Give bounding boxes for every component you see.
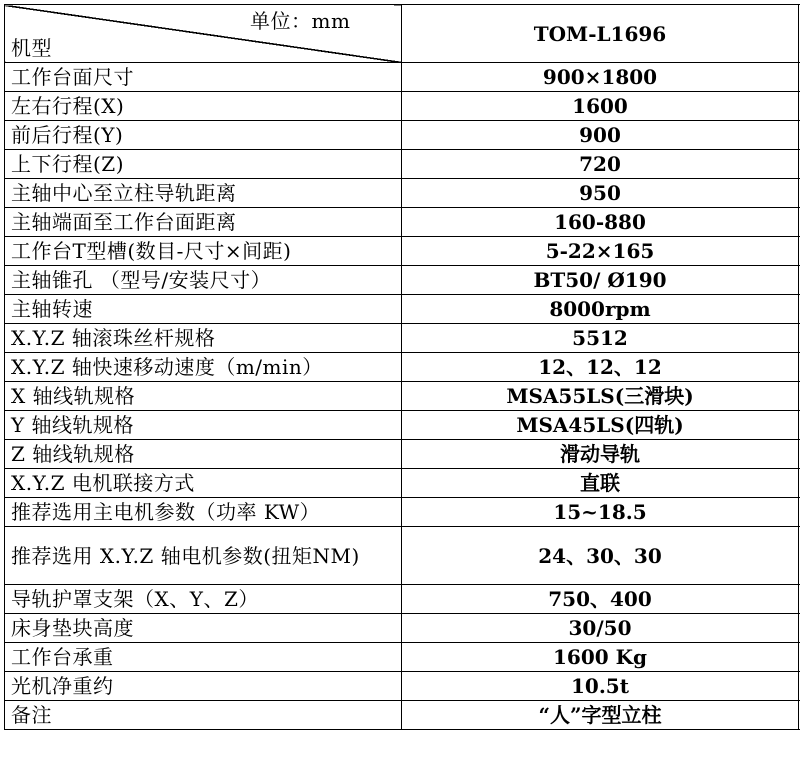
- row-label: 工作台承重: [5, 643, 402, 672]
- row-label: 工作台面尺寸: [5, 63, 402, 92]
- row-label: 左右行程(X): [5, 92, 402, 121]
- row-value: 160-880: [402, 208, 799, 237]
- row-value: 滑动导轨: [402, 440, 799, 469]
- row-value: 5512: [402, 324, 799, 353]
- row-label: X.Y.Z 轴快速移动速度（m/min）: [5, 353, 402, 382]
- row-label: Y 轴线轨规格: [5, 411, 402, 440]
- row-value: 900: [402, 121, 799, 150]
- table-row: [5, 469, 800, 498]
- row-value: 900×1800: [402, 63, 799, 92]
- row-label: 备注: [5, 701, 402, 730]
- row-label: Z 轴线轨规格: [5, 440, 402, 469]
- table-row: [5, 150, 800, 179]
- row-value: BT50/ Ø190: [402, 266, 799, 295]
- row-value: 直联: [402, 469, 799, 498]
- row-label: 主轴端面至工作台面距离: [5, 208, 402, 237]
- row-label: 前后行程(Y): [5, 121, 402, 150]
- row-label: X 轴线轨规格: [5, 382, 402, 411]
- table-row: [5, 92, 800, 121]
- table-row: [5, 498, 800, 527]
- row-value: 30/50: [402, 614, 799, 643]
- table-row: [5, 382, 800, 411]
- table-row: [5, 237, 800, 266]
- row-value: “人”字型立柱: [402, 701, 799, 730]
- row-value: 15~18.5: [402, 498, 799, 527]
- table-row: [5, 63, 800, 92]
- table-row: [5, 585, 800, 614]
- row-label: X.Y.Z 电机联接方式: [5, 469, 402, 498]
- unit-label: 单位：mm: [250, 9, 351, 33]
- row-value: 5-22×165: [402, 237, 799, 266]
- row-value: 8000rpm: [402, 295, 799, 324]
- row-label: 光机净重约: [5, 672, 402, 701]
- table-row: [5, 614, 800, 643]
- table-row: [5, 266, 800, 295]
- table-row: [5, 701, 800, 730]
- row-label: X.Y.Z 轴滚珠丝杆规格: [5, 324, 402, 353]
- table-row: [5, 527, 800, 585]
- spec-table: [4, 4, 800, 730]
- table-row: [5, 179, 800, 208]
- row-label: 主轴锥孔 （型号/安装尺寸）: [5, 266, 402, 295]
- row-value: 720: [402, 150, 799, 179]
- row-label: 推荐选用 X.Y.Z 轴电机参数(扭矩NM): [5, 527, 402, 585]
- row-value: MSA55LS(三滑块): [402, 382, 799, 411]
- table-row: [5, 440, 800, 469]
- row-value: 750、400: [402, 585, 799, 614]
- row-label: 推荐选用主电机参数（功率 KW）: [5, 498, 402, 527]
- row-value: 10.5t: [402, 672, 799, 701]
- table-row: [5, 121, 800, 150]
- table-row: [5, 353, 800, 382]
- table-row: [5, 324, 800, 353]
- header-diagonal-cell: [5, 5, 402, 63]
- row-value: 24、30、30: [402, 527, 799, 585]
- row-value: 950: [402, 179, 799, 208]
- row-label: 主轴中心至立柱导轨距离: [5, 179, 402, 208]
- table-row: [5, 643, 800, 672]
- row-value: 1600 Kg: [402, 643, 799, 672]
- row-label: 床身垫块高度: [5, 614, 402, 643]
- row-label: 主轴转速: [5, 295, 402, 324]
- row-label: 工作台T型槽(数目-尺寸×间距): [5, 237, 402, 266]
- table-row: [5, 672, 800, 701]
- model-label: 机型: [11, 36, 52, 60]
- table-row: [5, 208, 800, 237]
- row-label: 上下行程(Z): [5, 150, 402, 179]
- table-row: [5, 295, 800, 324]
- model-value: TOM-L1696: [402, 5, 799, 63]
- row-value: MSA45LS(四轨): [402, 411, 799, 440]
- row-value: 12、12、12: [402, 353, 799, 382]
- header-row: [5, 5, 800, 63]
- table-row: [5, 411, 800, 440]
- row-label: 导轨护罩支架（X、Y、Z）: [5, 585, 402, 614]
- row-value: 1600: [402, 92, 799, 121]
